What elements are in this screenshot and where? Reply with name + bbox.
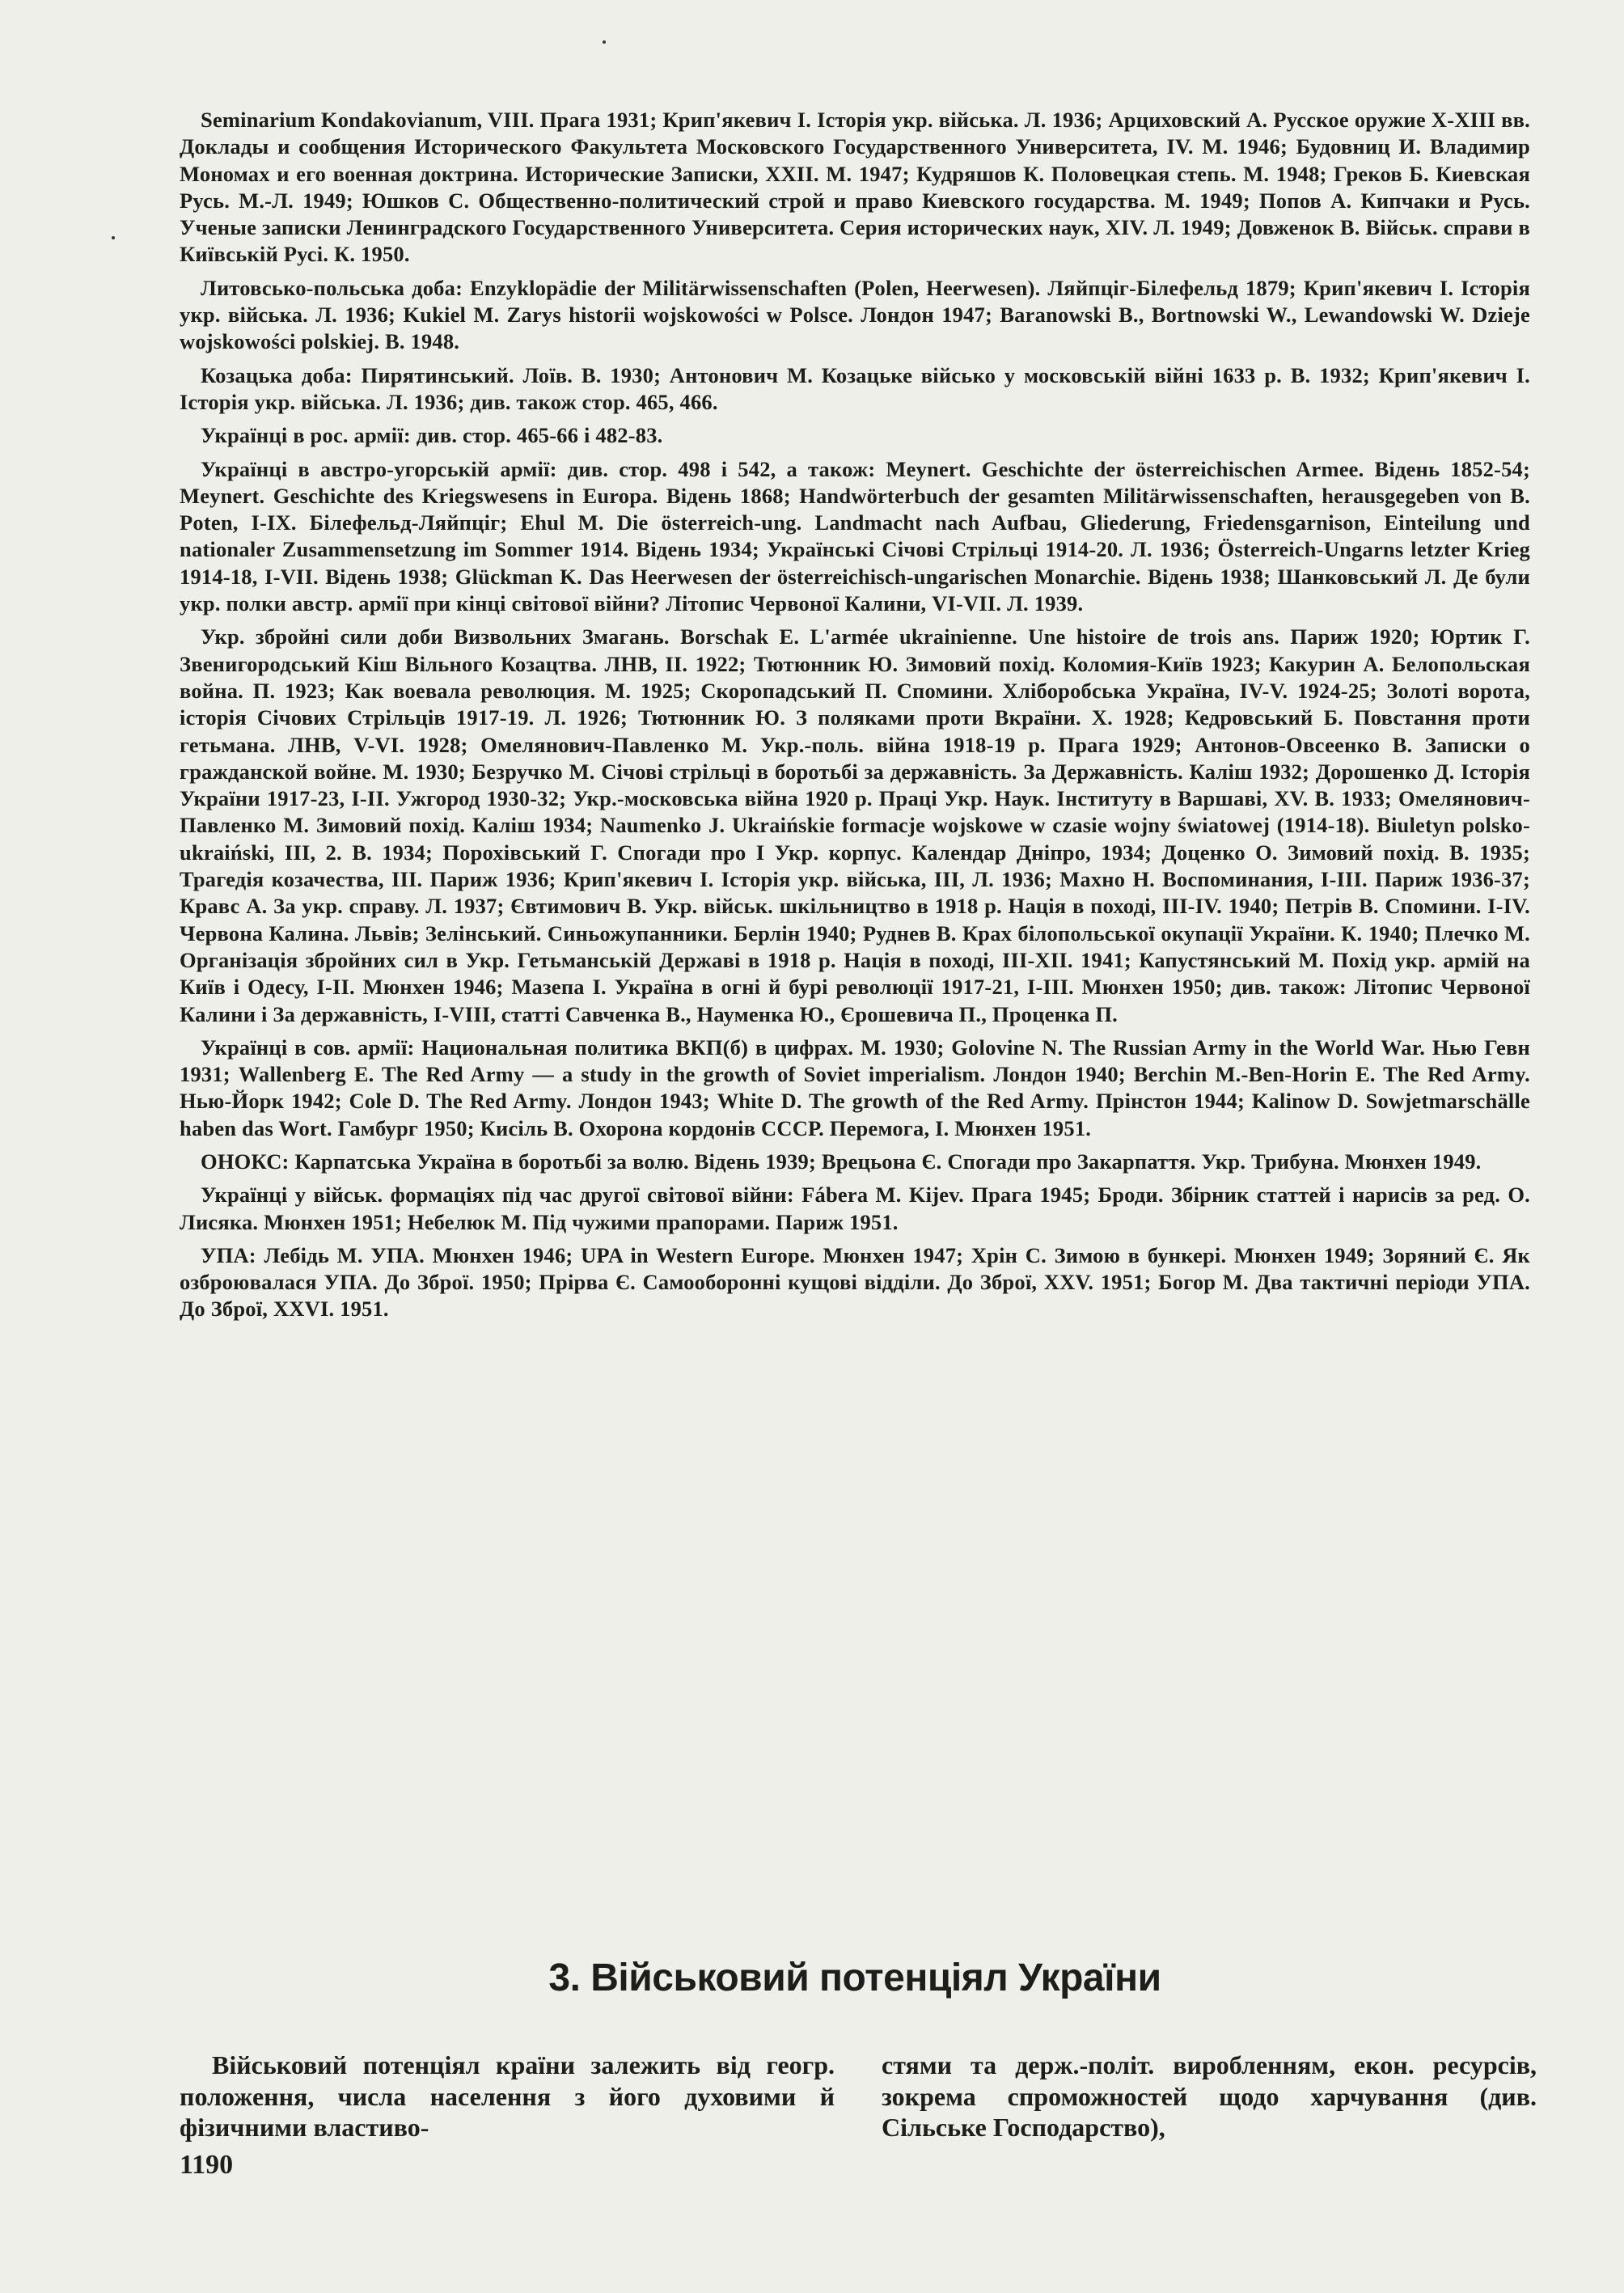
entry-lead: Українці в рос. армії: (201, 423, 411, 448)
entry-lead: Українці в австро-угорській армії: (201, 456, 557, 481)
entry-text: див. стор. 465-66 і 482-83. (410, 423, 663, 448)
bibliography-entry (180, 362, 1530, 417)
entry-lead: Українці в сов. армії: (201, 1034, 415, 1060)
page-number: 1190 (180, 2150, 234, 2180)
entry-text: Borschak E. L'armée ukrainienne. Une histoire de trois ans. Париж 1920; Юртик Г. Звенигородський Кіш Вільного Козацтва. ЛНВ, II. 1922; Тютюнник Ю. Зимовий похід. Коломия-Київ 1923; Какурин А. Белопольская война. П. 1923; Как воевала революция. М. 1925; Скоропадський П. Спомини. Хліборобська Україна, IV-V. 1924-25; Золоті ворота, історія Січових Стрільців 1917-19. Л. 1926; Тютюнник Ю. З поляками проти Вкраїни. Х. 1928; Кедровський Б. Повстання проти гетьмана. ЛНВ, V-VI. 1928; Омелянович-Павленко М. Укр.-поль. війна 1918-19 р. Прага 1929; Антонов-Овсеенко В. Записки о гражданской войне. М. 1930; Безручко М. Січові стрільці в боротьбі за державність. За Державність. Каліш 1932; Дорошенко Д. Історія України 1917-23, I-II. Ужгород 1930-32; Укр.-московська війна 1920 р. Праці Укр. Наук. Інституту в Варшаві, XV. В. 1933; Омелянович-Павленко М. Зимовий похід. Каліш 1934; Naumenko J. Ukraińskie formacje wojskowe w czasie wojny światowej (1914-18). Biuletyn polsko-ukraiński, III, 2. B. 1934; Порохівський Г. Спогади про I Укр. корпус. Календар Дніпро, 1934; Доценко О. Зимовий похід. В. 1935; Трагедія козачества, III. Париж 1936; Крип'якевич I. Історія укр. війська, III, Л. 1936; Махно Н. Воспоминания, I-III. Париж 1936-37; Кравс А. За укр. справу. Л. 1937; Євтимович В. Укр. військ. шкільництво в 1918 р. Нація в поході, III-IV. 1940; Петрів В. Спомини. I-IV. Червона Калина. Львів; Зелінський. Синьожупанники. Берлін 1940; Руднев В. Крах білопольської окупації України. К. 1940; Плечко М. Організація збройних сил в Укр. Гетьманській Державі в 1918 р. Нація в поході, III-XII. 1941; Капустянський М. Похід укр. армій на Київ і Одесу, I-II. Мюнхен 1946; Мазепа I. Україна в огні й бурі революції 1917-21, I-III. Мюнхен 1950; див. також: Літопис Червоної Калини і За державність, I-VIII, статті Савченка В., Науменка Ю., Єрошевича П., Проценка П. (180, 624, 1530, 1026)
bibliography-block (180, 107, 1530, 1330)
entry-lead: УПА: (201, 1242, 256, 1267)
body-column-left: Військовий потенціял країни залежить від геогр. положення, числа населення з його духовими й фізичними властиво- (180, 2050, 835, 2142)
entry-text: Пирятинський. Лоїв. В. 1930; Антонович М. Козацьке військо у московській війні 1633 р. В. 1932; Крип'якевич I. Історія укр. війська. Л. 1936; див. також стор. 465, 466. (180, 362, 1530, 414)
entry-lead: Литовсько-польська доба: (201, 275, 463, 300)
entry-text: Fábera M. Kijev. Прага 1945; Броди. Збірник статтей і нарисів за ред. О. Лисяка. Мюнхен 1951; Небелюк М. Під чужими прапорами. Париж 1951. (180, 1182, 1530, 1234)
bibliography-entry (180, 1182, 1530, 1236)
entry-text: Enzyklopädie der Militärwissenschaften (Polen, Heerwesen). Ляйпціг-Білефельд 1879; Крип'якевич I. Історія укр. війська. Л. 1936; Kukiel M. Zarys historii wojskowości w Polsce. Лондон 1947; Baranowski B., Bortnowski W., Lewandowski W. Dzieje wojskowości polskiej. B. 1948. (180, 275, 1530, 354)
bibliography-entry (180, 422, 1530, 449)
entry-text: Карпатська Україна в боротьбі за волю. Відень 1939; Врецьона Є. Спогади про Закарпаття. Укр. Трибуна. Мюнхен 1949. (289, 1149, 1482, 1174)
entry-lead: Козацька доба: (201, 362, 353, 387)
entry-text: Seminarium Kondakovianum, VIII. Прага 1931; Крип'якевич I. Історія укр. війська. Л. 1936; Арциховский А. Русское оружие X-XIII вв. Доклады и сообщения Исторического Факультета Московского Государственного Университета, IV. М. 1946; Будовниц И. Владимир Мономах и его военная доктрина. Исторические Записки, XXII. М. 1947; Кудряшов К. Половецкая степь. М. 1948; Греков Б. Киевская Русь. М.-Л. 1949; Юшков С. Общественно-политический строй и право Киевского государства. М. 1949; Попов А. Кипчаки и Русь. Ученые записки Ленинградского Государственного Университета. Серия исторических наук, XIV. Л. 1949; Довженок В. Військ. справи в Київській Русі. К. 1950. (180, 108, 1530, 267)
body-column-right: стями та держ.-політ. виробленням, екон. ресурсів, зокрема спроможностей щодо харчування (див. Сільське Господарство), (882, 2050, 1537, 2142)
bibliography-entry (180, 1034, 1530, 1142)
bibliography-entry (180, 107, 1530, 269)
scan-speck (112, 236, 115, 239)
entry-lead: Укр. збройні сили доби Визвольних Змагань. (201, 624, 670, 649)
bibliography-entry (180, 624, 1530, 1027)
scan-speck (603, 40, 606, 44)
bibliography-entry (180, 1149, 1530, 1175)
entry-lead: ОНОКС: (201, 1149, 290, 1174)
bibliography-entry (180, 275, 1530, 356)
entry-lead: Українці у військ. формаціях під час другої світової війни: (201, 1182, 794, 1208)
section-title: 3. Військовий потенціял України (548, 1957, 1161, 1999)
entry-text: див. стор. 498 і 542, а також: Meynert. Geschichte der österreichischen Armee. Відень 1852-54; Meynert. Geschichte des Kriegswesens in Europa. Відень 1868; Handwörterbuch der gesamten Militärwissenschaften, herausgegeben von B. Poten, I-IX. Білефельд-Ляйпціг; Ehul M. Die österreich-ung. Landmacht nach Aufbau, Gliederung, Friedensgarnison, Einteilung und nationaler Zusammensetzung im Sommer 1914. Відень 1934; Українські Січові Стрільці 1914-20. Л. 1936; Österreich-Ungarns letzter Krieg 1914-18, I-VII. Відень 1938; Glückman K. Das Heerwesen der österreichisch-ungarischen Monarchie. Відень 1938; Шанковський Л. Де були укр. полки австр. армії при кінці світової війни? Літопис Червоної Калини, VI-VII. Л. 1939. (180, 456, 1530, 616)
entry-text: Лебідь М. УПА. Мюнхен 1946; UPA in Western Europe. Мюнхен 1947; Хрін С. Зимою в бункері. Мюнхен 1949; Зоряний Є. Як озброювалася УПА. До Зброї. 1950; Прірва Є. Самооборонні кущові відділи. До Зброї, XXV. 1951; Богор М. Два тактичні періоди УПА. До Зброї, XXVI. 1951. (180, 1242, 1530, 1322)
bibliography-entry (180, 1242, 1530, 1323)
entry-text: Национальная политика ВКП(б) в цифрах. М. 1930; Golovine N. The Russian Army in the World War. Нью Гевн 1931; Wallenberg E. The Red Army — a study in the growth of Soviet imperialism. Лондон 1940; Berchin M.-Ben-Horin E. The Red Army. Нью-Йорк 1942; Cole D. The Red Army. Лондон 1943; White D. The growth of the Red Army. Прінстон 1944; Kalinow D. Sowjetmarschälle haben das Wort. Гамбург 1950; Кисіль В. Охорона кордонів СССР. Перемога, I. Мюнхен 1951. (180, 1034, 1531, 1140)
bibliography-entry (180, 456, 1530, 618)
